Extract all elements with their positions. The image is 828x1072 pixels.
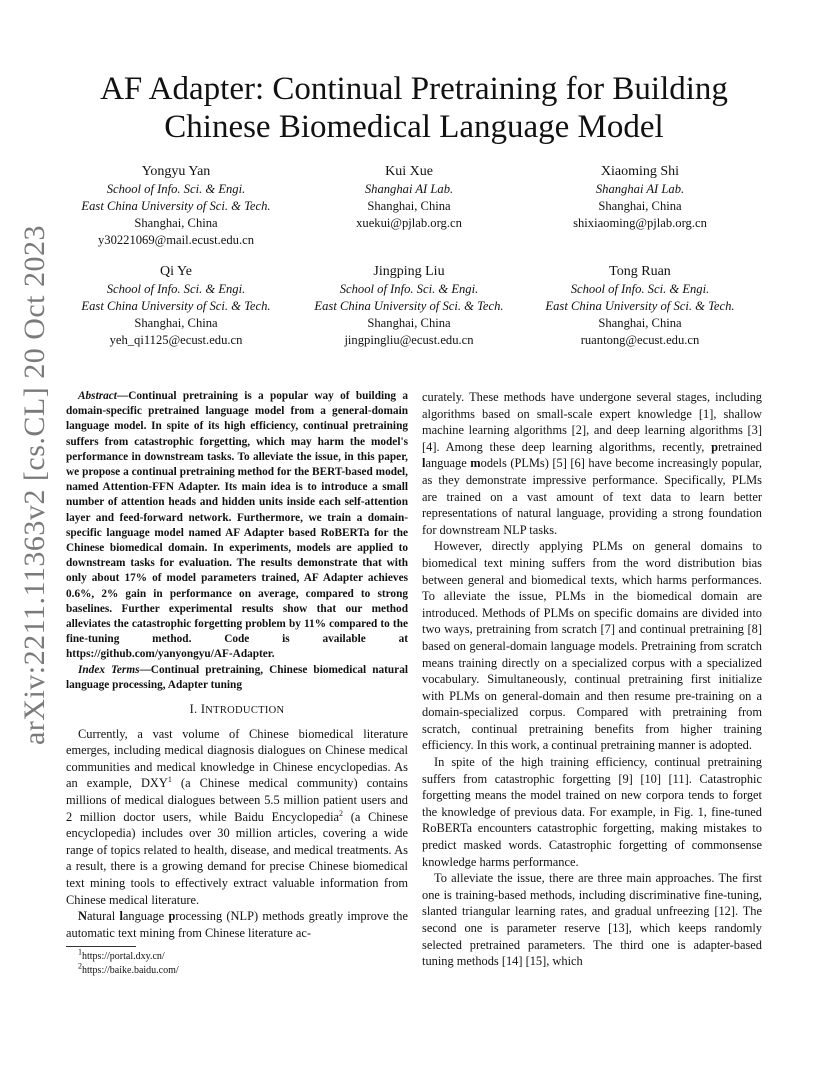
paragraph-text: anguage	[425, 456, 471, 471]
bold-initial: l	[422, 456, 426, 471]
left-column	[66, 389, 408, 941]
paragraph: To alleviate the issue, there are three main approaches. The first one is training-based methods, including discriminative fine-tuning, slanted triangular learning rates, and gradual unfreezing [12]. The second one is parameter reserve [13], which keeps randomly selected pretrained parameters. The third one is adapter-based tuning methods [14] [15], which	[422, 871, 762, 969]
author-block	[289, 263, 529, 349]
author-email: y30221069@mail.ecust.edu.cn	[97, 233, 255, 247]
author-affiliation: East China University of Sci. & Tech.	[81, 199, 271, 213]
author-city: Shanghai, China	[134, 316, 218, 330]
footnote-number: 2	[78, 961, 82, 971]
footnote-number: 1	[78, 947, 82, 957]
paragraph: However, directly applying PLMs on general domains to biomedical text mining suffers from the word distribution bias between general and biomedical texts, which harms performances. To alleviate the issue, PLMs in the biomedical domain are introduced. Methods of PLMs on specific domains are divided into two ways, pretraining from scratch [7] and continual pretraining [8] based on general-domain language models. Pretraining from scratch means training directly on a specialized corpus with a specialized vocabulary. Simultaneously, continual pretraining first initialize with PLMs on general-domain and then resume pre-training on a domain-specialized corpus. Compared with pretraining from scratch, continual pretraining benefits from higher training efficiency. In this work, a continual pretraining manner is adopted.	[422, 539, 762, 753]
author-email: jingpingliu@ecust.edu.cn	[344, 333, 474, 347]
paragraph-text: rocessing (NLP) methods greatly improve the automatic text mining from Chinese literature ac-	[66, 909, 408, 940]
author-city: Shanghai, China	[598, 316, 682, 330]
bold-initial: l	[119, 909, 123, 924]
author-affiliation: School of Info. Sci. & Engi.	[106, 182, 246, 196]
index-terms-text: —Continual pretraining, Chinese biomedical natural language processing, Adapter tuning	[66, 663, 408, 691]
paragraph-text: atural	[86, 909, 120, 924]
author-email: yeh_qi1125@ecust.edu.cn	[109, 333, 243, 347]
author-city: Shanghai, China	[367, 199, 451, 213]
paragraph	[66, 726, 408, 909]
title-line-1: AF Adapter: Continual Pretraining for Building	[100, 71, 728, 107]
abstract	[66, 389, 408, 663]
author-affiliation: East China University of Sci. & Tech.	[81, 299, 271, 313]
index-terms-label: Index Terms	[78, 663, 140, 676]
paragraph-text: (a Chinese encyclopedia) includes over 30 million articles, covering a wide range of topics related to health, disease, and medical treatments. As a result, there is a growing demand for precise Chinese biomedical text mining tools to effectively extract valuable information from Chinese medical literature.	[66, 809, 408, 907]
author-block	[56, 163, 296, 249]
author-name: Jingping Liu	[373, 264, 445, 279]
author-block	[520, 263, 760, 349]
author-name: Tong Ruan	[609, 264, 671, 279]
bold-initial: N	[78, 909, 87, 924]
paragraph-text: retrained	[717, 439, 762, 454]
paragraph-text: odels (PLMs) [5] [6] have become increasingly popular, as they demonstrate impressive performance. Specifically, PLMs are trained on a vast amount of text data to learn better representations of natural language, providing a strong foundation for downstream NLP tasks.	[422, 456, 762, 537]
author-affiliation: East China University of Sci. & Tech.	[545, 299, 735, 313]
author-block	[289, 163, 529, 232]
footnote	[66, 947, 408, 964]
author-email: shixiaoming@pjlab.org.cn	[573, 216, 707, 230]
bold-initial: p	[711, 439, 718, 454]
author-city: Shanghai, China	[134, 216, 218, 230]
paragraph-text: anguage	[122, 909, 169, 924]
author-affiliation: Shanghai AI Lab.	[595, 182, 685, 196]
author-block	[520, 163, 760, 232]
section-numeral: I.	[189, 702, 201, 717]
author-affiliation: School of Info. Sci. & Engi.	[570, 282, 710, 296]
section-title-rest: NTRODUCTION	[205, 705, 285, 717]
author-affiliation: School of Info. Sci. & Engi.	[339, 282, 479, 296]
footnotes	[66, 946, 408, 977]
section-initial: I	[200, 702, 206, 717]
author-block	[56, 263, 296, 349]
paragraph-text: Currently, a vast volume of Chinese biomedical literature emerges, including medical diagnosis dialogues on Chinese medical communities and medical knowledge in Chinese encyclopedias. As an example, DXY	[66, 726, 408, 791]
index-terms	[66, 663, 408, 693]
arxiv-stamp	[10, 224, 60, 746]
author-name: Yongyu Yan	[141, 164, 211, 179]
footnote-marker: 1	[167, 775, 172, 785]
author-city: Shanghai, China	[598, 199, 682, 213]
author-name: Kui Xue	[385, 164, 433, 179]
bold-initial: p	[168, 909, 176, 924]
paragraph	[66, 908, 408, 941]
footnote-link[interactable]: https://portal.dxy.cn/	[82, 951, 165, 962]
author-email: ruantong@ecust.edu.cn	[580, 333, 700, 347]
bold-initial: m	[470, 456, 481, 471]
author-name: Qi Ye	[160, 264, 192, 279]
footnote-marker: 2	[339, 808, 344, 818]
paragraph-text: curately. These methods have undergone several stages, including algorithms based on small-scale expert knowledge [1], shallow machine learning algorithms [2], and deep learning algorithms [3] [4]. Among these deep learning algorithms, recently,	[422, 390, 762, 454]
paragraph: In spite of the high training efficiency, continual pretraining suffers from catastrophic forgetting [9] [10] [11]. Catastrophic forgetting means the model trained on new corpora tends to forget the knowledge of previous data. For example, in Fig. 1, fine-tuned RoBERTa encounters catastrophic forgetting, making mistakes to predict masked words. Catastrophic forgetting of commonsense knowledge harms performance.	[422, 755, 762, 869]
paragraph	[422, 389, 762, 538]
footnote	[66, 961, 408, 978]
footnote-link[interactable]: https://baike.baidu.com/	[82, 964, 179, 976]
abstract-label: Abstract	[78, 390, 117, 402]
author-affiliation: Shanghai AI Lab.	[364, 182, 454, 196]
paragraph-text: (a Chinese medical community) contains millions of medical dialogues between 5.5 million patient users and 2 million doctor users, while Baidu Encyclopedia	[66, 776, 408, 824]
section-heading	[66, 701, 408, 720]
footnote-rule	[66, 946, 136, 947]
author-email: xuekui@pjlab.org.cn	[356, 216, 462, 230]
title-line-2: Chinese Biomedical Language Model	[164, 109, 664, 145]
arxiv-stamp-text: arXiv:2211.11363v2 [cs.CL] 20 Oct 2023	[18, 224, 51, 746]
author-name: Xiaoming Shi	[600, 164, 680, 179]
author-affiliation: School of Info. Sci. & Engi.	[106, 282, 246, 296]
paper-title	[70, 70, 758, 146]
right-column	[422, 389, 762, 970]
author-city: Shanghai, China	[367, 316, 451, 330]
abstract-text: —Continual pretraining is a popular way of building a domain-specific pretrained language model from a general-domain language model. In spite of its high efficiency, continual pretraining suffers from catastrophic forgetting, which may harm the model's performance in downstream tasks. To alleviate the issue, in this paper, we propose a continual pretraining method for the BERT-based model, named Attention-FFN Adapter. Its main idea is to introduce a small number of attention heads and hidden units inside each self-attention layer and feed-forward network. Furthermore, we train a domain-specific language model named AF Adapter based RoBERTa for the Chinese biomedical domain. In experiments, models are applied to downstream tasks for evaluation. The results demonstrate that with only about 17% of model parameters trained, AF Adapter achieves 0.6%, 2% gain in performance on average, compared to strong baselines. Further experimental results show that our method alleviates the catastrophic forgetting problem by 11% compared to the fine-tuning method. Code is available at https://github.com/yanyongyu/AF-Adapter.	[66, 390, 408, 661]
author-affiliation: East China University of Sci. & Tech.	[314, 299, 504, 313]
